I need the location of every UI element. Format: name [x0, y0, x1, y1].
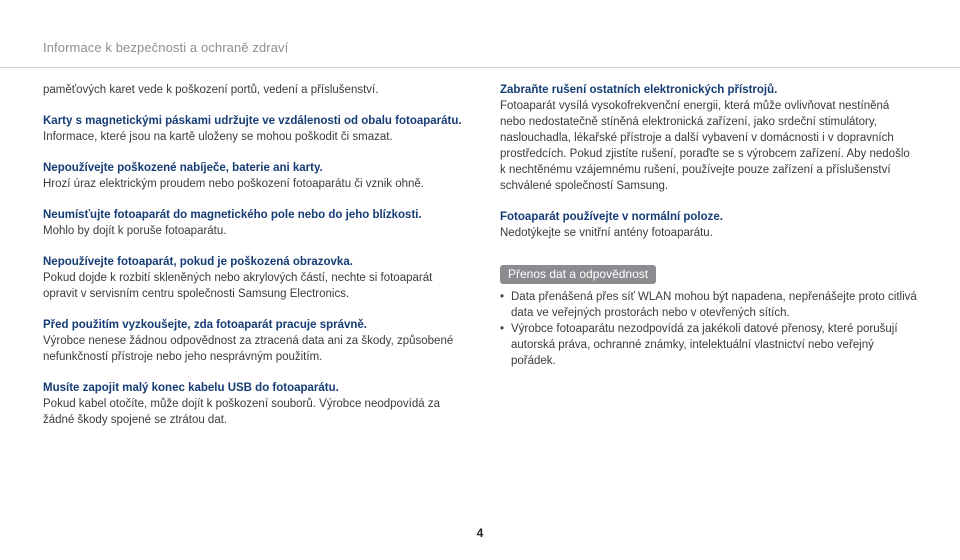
section-heading: Fotoaparát používejte v normální poloze. — [500, 211, 723, 223]
section-data-transfer — [500, 256, 918, 369]
section-body: Výrobce nenese žádnou odpovědnost za ztracená data ani za škody, způsobené nefunkčností přístroje nebo jeho nesprávným použitím. — [43, 335, 454, 363]
section-body: Nedotýkejte se vnitřní antény fotoaparátu. — [500, 227, 713, 239]
section-body: Hrozí úraz elektrickým proudem nebo poškození fotoaparátu či vznik ohně. — [43, 178, 424, 190]
page-header-title: Informace k bezpečnosti a ochraně zdraví — [43, 40, 289, 55]
section-heading: Neumísťujte fotoaparát do magnetického pole nebo do jeho blízkosti. — [43, 209, 422, 221]
section-heading: Nepoužívejte poškozené nabíječe, baterie ani karty. — [43, 162, 323, 174]
header-divider — [0, 67, 960, 68]
section-damaged-screen — [43, 254, 468, 302]
section-body: Pokud dojde k rozbití skleněných nebo akrylových částí, nechte si fotoaparát opravit v servisním centru společnosti Samsung Electronics. — [43, 272, 433, 300]
section-body: paměťových karet vede k poškození portů, vedení a příslušenství. — [43, 84, 379, 96]
section-left-0 — [43, 82, 468, 98]
right-column — [500, 82, 918, 369]
section-magnetic-cards — [43, 113, 468, 145]
section-heading: Před použitím vyzkoušejte, zda fotoaparát pracuje správně. — [43, 319, 368, 331]
section-body: Pokud kabel otočíte, může dojít k poškození souborů. Výrobce neodpovídá za žádné škody spojené se ztrátou dat. — [43, 398, 440, 426]
section-magnetic-field — [43, 207, 468, 239]
list-item: • Data přenášená přes síť WLAN mohou být napadena, nepřenášejte proto citlivá data ve veřejných prostorách nebo v otevřených sítích. — [500, 289, 918, 321]
section-body: Mohlo by dojít k poruše fotoaparátu. — [43, 225, 227, 237]
left-column — [43, 82, 468, 428]
section-heading: Musíte zapojit malý konec kabelu USB do fotoaparátu. — [43, 382, 339, 394]
section-damaged-chargers — [43, 160, 468, 192]
section-heading: Zabraňte rušení ostatních elektronických přístrojů. — [500, 84, 778, 96]
section-heading: Nepoužívejte fotoaparát, pokud je poškozená obrazovka. — [43, 256, 353, 268]
section-test-before-use — [43, 317, 468, 365]
data-transfer-list — [500, 289, 918, 369]
section-usb-cable — [43, 380, 468, 428]
page-number: 4 — [476, 526, 484, 540]
section-normal-position — [500, 209, 918, 241]
section-body: Informace, které jsou na kartě uloženy se mohou poškodit či smazat. — [43, 131, 393, 143]
section-interference — [500, 82, 918, 194]
list-item: • Výrobce fotoaparátu nezodpovídá za jakékoli datové přenosy, které porušují autorská práva, ochranné známky, intelektuální vlastnictví nebo veřejný pořádek. — [500, 321, 918, 369]
section-heading: Karty s magnetickými páskami udržujte ve vzdálenosti od obalu fotoaparátu. — [43, 115, 462, 127]
section-body: Fotoaparát vysílá vysokofrekvenční energii, která může ovlivňovat nestíněná nebo nedostatečně stíněná elektronická zařízení, jako srdeční stimulátory, naslouchadla, lékařské přístroje a další vybavení v domácnosti i v dopravních prostředcích. Pokud zjistíte rušení, poraďte se s výrobcem zařízení. Aby nedošlo k nechtěnému vzájemnému rušení, používejte pouze zařízení a příslušenství schválené společností Samsung. — [500, 100, 910, 192]
data-transfer-title-badge: Přenos dat a odpovědnost — [500, 265, 656, 284]
